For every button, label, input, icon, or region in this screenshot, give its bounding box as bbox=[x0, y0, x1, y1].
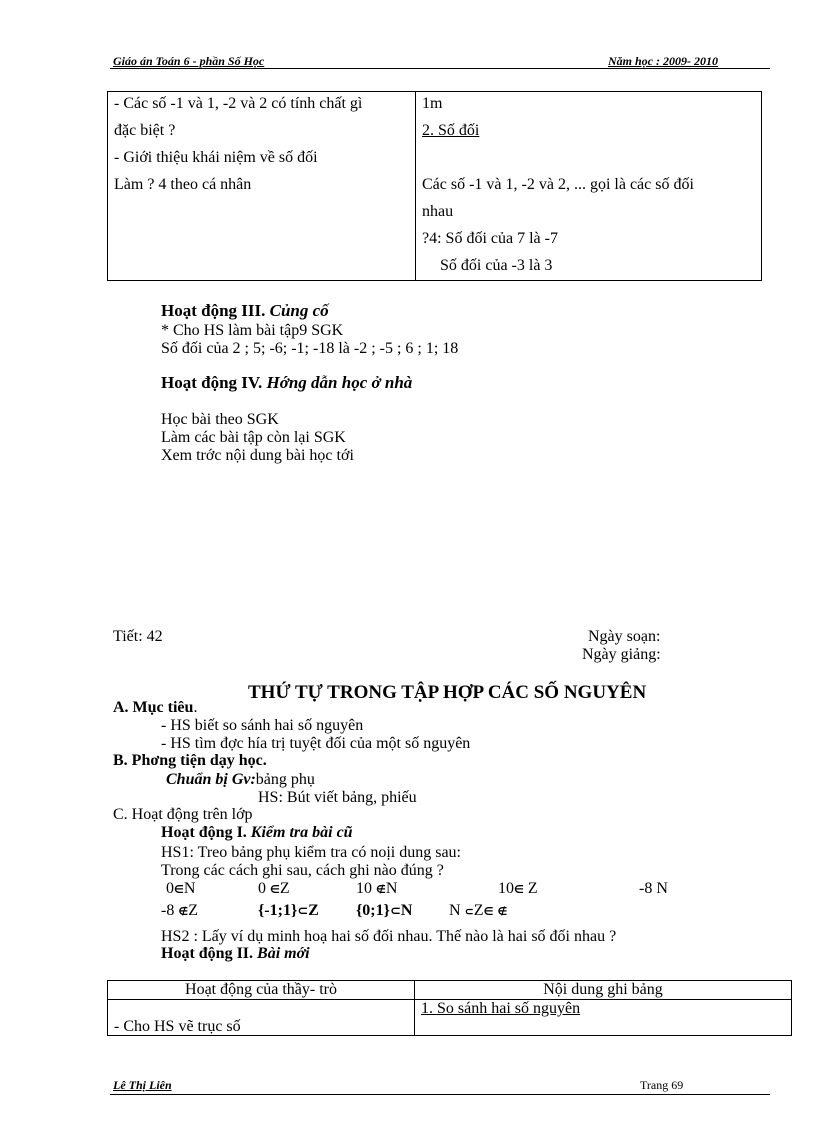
header-cell-teacher-student: Hoạt động của thầy- trò bbox=[108, 981, 415, 1000]
section-a-label: A. Mục tiêu bbox=[113, 699, 194, 716]
expr-0-in-n: 0∈N bbox=[166, 880, 196, 897]
section-c-heading: C. Hoạt động trên lớp bbox=[113, 806, 253, 823]
expr-0-in-z: 0 ∈Z bbox=[258, 880, 290, 897]
expr-10-in-z: 10∈ Z bbox=[498, 880, 538, 897]
expr-n-subset-z: N ⊂Z∈ ∉ bbox=[449, 902, 508, 919]
expr-10-notin-n: 10 ∉N bbox=[356, 880, 398, 897]
top-table-left-cell bbox=[108, 92, 416, 281]
activity3-line: * Cho HS làm bài tập9 SGK bbox=[161, 322, 344, 339]
tiet-number: Tiết: 42 bbox=[113, 628, 163, 645]
footer-rule bbox=[110, 1094, 770, 1095]
top-left-line: - Giới thiệu khái niệm về số đối bbox=[114, 149, 318, 166]
activity2-label: Hoạt động II. bbox=[161, 945, 254, 962]
activity1-label: Hoạt động I. bbox=[161, 824, 247, 841]
activity4-line: Học bài theo SGK bbox=[161, 411, 279, 428]
section-heading-so-sanh: 1. So sánh hai số nguyên bbox=[421, 1000, 581, 1017]
gv-label: Chuẩn bị Gv: bbox=[166, 771, 256, 788]
expr-minus8-n: -8 N bbox=[639, 880, 668, 897]
ngay-giang: Ngày giảng: bbox=[582, 646, 661, 663]
bottom-right-cell bbox=[415, 1000, 792, 1036]
bottom-left-cell: - Cho HS vẽ trục số bbox=[108, 1000, 415, 1036]
section-a-line: - HS tìm đợc hía trị tuyệt đối của một số nguyên bbox=[161, 735, 471, 752]
top-right-line: nhau bbox=[422, 203, 454, 220]
activity2-heading bbox=[161, 945, 310, 963]
header-left: Giáo án Toán 6 - phần Số Học bbox=[113, 54, 265, 68]
expr-minus8-notin-z: -8 ∉Z bbox=[161, 902, 198, 919]
bottom-table bbox=[107, 980, 792, 1036]
header-rule bbox=[110, 68, 770, 69]
activity1-heading bbox=[161, 824, 353, 842]
section-a-dot: . bbox=[193, 699, 198, 716]
top-right-line: Các số -1 và 1, -2 và 2, ... gọi là các số đối bbox=[422, 176, 694, 193]
top-right-line bbox=[422, 144, 755, 171]
section-heading-so-doi: 2. Số đối bbox=[422, 122, 480, 139]
activity1-hs1: HS1: Treo bảng phụ kiểm tra có noịi dung sau: bbox=[161, 844, 461, 861]
expr-set-subset-n: {0;1}⊂N bbox=[356, 902, 413, 919]
footer-left: Lê Thị Liên bbox=[113, 1078, 172, 1092]
ngay-soan: Ngày soạn: bbox=[588, 628, 661, 645]
top-right-line: Số đối của -3 là 3 bbox=[440, 257, 553, 274]
activity1-question: Trong các cách ghi sau, cách ghi nào đúng ? bbox=[161, 862, 444, 879]
activity4-line: Làm các bài tập còn lại SGK bbox=[161, 429, 346, 446]
not-element-of-icon: ∉ bbox=[376, 883, 386, 896]
activity4-label: Hoạt động IV. bbox=[161, 373, 263, 392]
activity1-title: Kiểm tra bài cũ bbox=[250, 824, 353, 841]
activity3-line: Số đối của 2 ; 5; -6; -1; -18 là -2 ; -5 ; 6 ; 1; 18 bbox=[161, 340, 459, 357]
activity1-hs2: HS2 : Lấy ví dụ minh hoạ hai số đối nhau. Thế nào là hai số đối nhau ? bbox=[161, 928, 617, 945]
top-left-line: đặc biệt ? bbox=[114, 122, 176, 139]
top-left-line: Làm ? 4 theo cá nhân bbox=[114, 176, 252, 193]
activity4-line: Xem trớc nội dung bài học tới bbox=[161, 447, 354, 464]
section-b-gv bbox=[166, 771, 315, 789]
element-of-icon: ∈ bbox=[514, 883, 524, 896]
activity3-title: Củng cố bbox=[269, 301, 329, 320]
top-left-line: - Các số -1 và 1, -2 và 2 có tính chất gì bbox=[114, 95, 363, 112]
expr-set-subset-z: {-1;1}⊂Z bbox=[258, 902, 319, 919]
subset-icon: ⊂ bbox=[297, 904, 309, 919]
gv-text: bảng phụ bbox=[255, 771, 315, 788]
section-b-heading: B. Phơng tiện dạy học. bbox=[113, 752, 267, 769]
subset-icon: ⊂ bbox=[464, 905, 474, 918]
top-table-right-cell bbox=[416, 92, 762, 281]
section-a-heading bbox=[113, 699, 197, 717]
lesson-title: THỨ TỰ TRONG TẬP HỢP CÁC SỐ NGUYÊN bbox=[248, 682, 647, 703]
element-of-icon: ∈ bbox=[483, 905, 494, 918]
top-right-line: ?4: Số đối của 7 là -7 bbox=[422, 230, 558, 247]
element-of-icon: ∈ bbox=[270, 883, 280, 896]
activity4-heading bbox=[161, 374, 412, 392]
activity3-label: Hoạt động III. bbox=[161, 301, 266, 320]
section-a-line: - HS biết so sánh hai số nguyên bbox=[161, 717, 364, 734]
header-right: Năm học : 2009- 2010 bbox=[608, 54, 718, 68]
top-table bbox=[107, 91, 762, 281]
activity3-heading bbox=[161, 302, 329, 320]
header-cell-board-content: Nội dung ghi bảng bbox=[415, 981, 792, 1000]
activity2-title: Bài mới bbox=[257, 945, 310, 962]
not-element-of-icon: ∉ bbox=[497, 905, 508, 918]
activity4-title: Hớng dẫn học ở nhà bbox=[266, 373, 413, 392]
subset-icon: ⊂ bbox=[389, 904, 401, 919]
top-right-line: 1m bbox=[422, 95, 443, 112]
section-b-hs: HS: Bút viết bảng, phiếu bbox=[258, 789, 417, 806]
footer-right: Trang 69 bbox=[640, 1078, 684, 1092]
element-of-icon: ∈ bbox=[174, 883, 184, 896]
not-element-of-icon: ∉ bbox=[178, 905, 189, 918]
